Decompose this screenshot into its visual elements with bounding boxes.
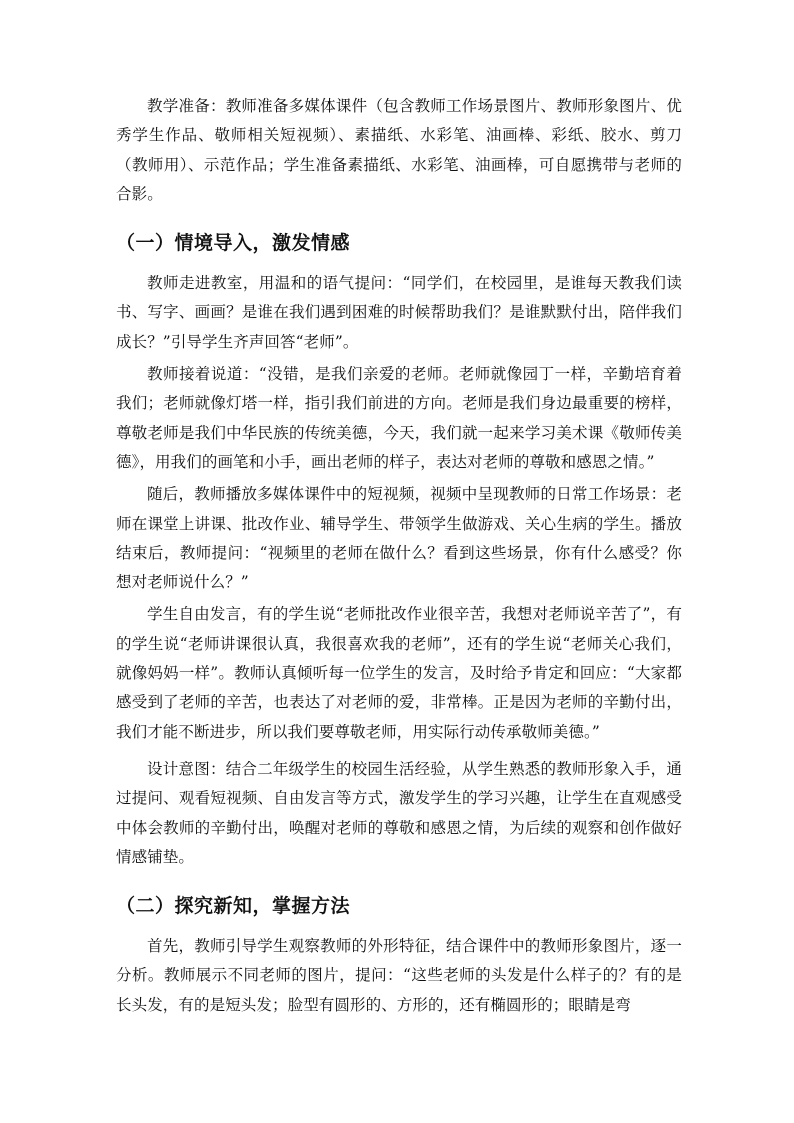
teaching-prep-paragraph: 教学准备：教师准备多媒体课件（包含教师工作场景图片、教师形象图片、优秀学生作品、敬师相关短视频）、素描纸、水彩笔、油画棒、彩纸、胶水、剪刀（教师用）、示范作品；学生准备素描纸、水彩笔、油画棒，可自愿携带与老师的合影。 bbox=[116, 97, 682, 203]
body-paragraph: 教师走进教室，用温和的语气提问：“同学们，在校园里，是谁每天教我们读书、写字、画画？是谁在我们遇到困难的时候帮助我们？是谁默默付出，陪伴我们成长？”引导学生齐声回答“老师”。 bbox=[116, 274, 682, 351]
section-heading-explore-new-knowledge: （二）探究新知，掌握方法 bbox=[116, 895, 351, 918]
body-paragraph: 学生自由发言，有的学生说“老师批改作业很辛苦，我想对老师说辛苦了”，有的学生说“老师讲课很认真，我很喜欢我的老师”，还有的学生说“老师关心我们，就像妈妈一样”。教师认真倾听每一位学生的发言，及时给予肯定和回应：“大家都感受到了老师的辛苦，也表达了对老师的爱，非常棒。正是因为老师的辛勤付出，我们才能不断进步，所以我们要尊敬老师，用实际行动传承敬师美德。” bbox=[116, 605, 682, 741]
body-paragraph: 首先，教师引导学生观察教师的外形特征，结合课件中的教师形象图片，逐一分析。教师展示不同老师的图片，提问：“这些老师的头发是什么样子的？有的是长头发，有的是短头发；脸型有圆形的、方形的，还有椭圆形的；眼睛是弯 bbox=[116, 937, 682, 1014]
body-paragraph: 教师接着说道：“没错，是我们亲爱的老师。老师就像园丁一样，辛勤培育着我们；老师就像灯塔一样，指引我们前进的方向。老师是我们身边最重要的榜样，尊敬老师是我们中华民族的传统美德，今天，我们就一起来学习美术课《敬师传美德》，用我们的画笔和小手，画出老师的样子，表达对老师的尊敬和感恩之情。” bbox=[116, 365, 682, 471]
document-page bbox=[116, 92, 682, 1020]
design-intent-paragraph: 设计意图：结合二年级学生的校园生活经验，从学生熟悉的教师形象入手，通过提问、观看短视频、自由发言等方式，激发学生的学习兴趣，让学生在直观感受中体会教师的辛勤付出，唤醒对老师的尊敬和感恩之情，为后续的观察和创作做好情感铺垫。 bbox=[116, 759, 682, 866]
section-heading-situation-intro: （一）情境导入，激发情感 bbox=[116, 232, 351, 255]
body-paragraph: 随后，教师播放多媒体课件中的短视频，视频中呈现教师的日常工作场景：老师在课堂上讲课、批改作业、辅导学生、带领学生做游戏、关心生病的学生。播放结束后，教师提问：“视频里的老师在做什么？看到这些场景，你有什么感受？你想对老师说什么？” bbox=[116, 485, 682, 592]
